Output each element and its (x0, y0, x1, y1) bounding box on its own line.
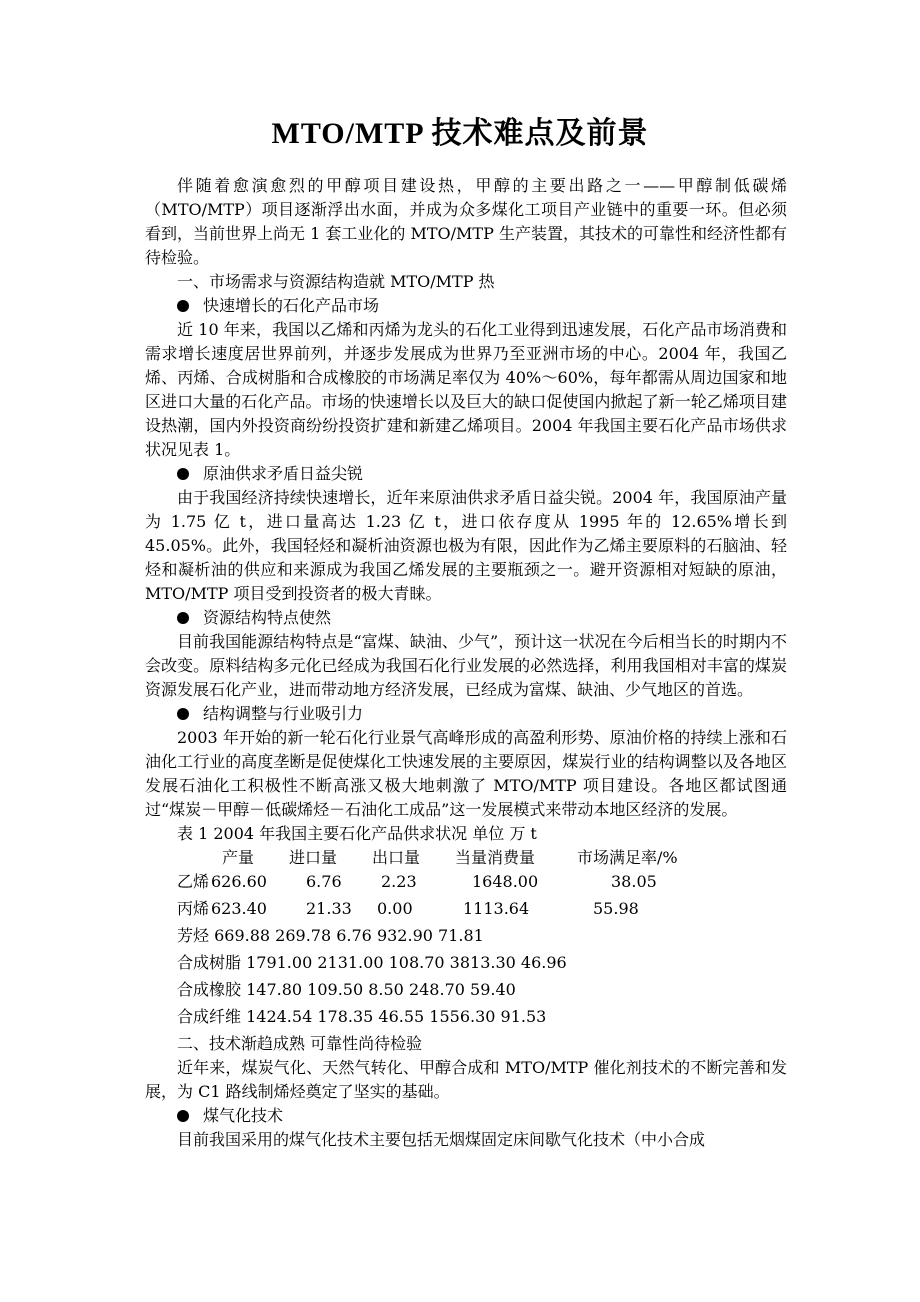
table-row: 合成橡胶 147.80 109.50 8.50 248.70 59.40 (177, 980, 516, 999)
table-cell: 38.05 (611, 872, 657, 891)
bullet-dot-icon (177, 1110, 189, 1122)
table-row (145, 870, 787, 897)
table-cell: 2.23 (381, 872, 417, 891)
section-2-heading: 二、技术渐趋成熟 可靠性尚待检验 (177, 1034, 423, 1053)
table-header-cell: 产量 (222, 848, 255, 867)
table-cell: 丙烯 (177, 899, 210, 918)
paragraph: 近 10 年来，我国以乙烯和丙烯为龙头的石化工业得到迅速发展，石化产品市场消费和需求增长速度居世界前列，并逐步发展成为世界乃至亚洲市场的中心。2004 年，我国乙烯、丙烯、合成树脂和合成橡胶的市场满足率仅为 40%～60%，每年都需从周边国家和地区进口大量的石化产品。市场的快速增长以及巨大的缺口促使国内掀起了新一轮乙烯项目建设热潮，国内外投资商纷纷投资扩建和新建乙烯项目。2004 年我国主要石化产品市场供求状况见表 1。 (145, 320, 787, 459)
table-cell: 1113.64 (463, 899, 530, 918)
table-caption: 表 1 2004 年我国主要石化产品供求状况 单位 万 t (177, 824, 537, 843)
bullet-dot-icon (177, 300, 189, 312)
bullet-dot-icon (177, 468, 189, 480)
table-header-cell: 当量消费量 (455, 848, 536, 867)
table-cell: 21.33 (306, 899, 352, 918)
bullet-heading: 快速增长的石化产品市场 (145, 294, 787, 318)
bullet-heading: 原油供求矛盾日益尖锐 (145, 462, 787, 486)
paragraph: 目前我国采用的煤气化技术主要包括无烟煤固定床间歇气化技术（中小合成 (177, 1130, 706, 1149)
document-title: MTO/MTP 技术难点及前景 (271, 117, 649, 150)
table-cell: 1648.00 (472, 872, 539, 891)
bullet-heading: 煤气化技术 (145, 1104, 787, 1128)
intro-paragraph: 伴随着愈演愈烈的甲醇项目建设热，甲醇的主要出路之一——甲醇制低碳烯（MTO/MTP）项目逐渐浮出水面，并成为众多煤化工项目产业链中的重要一环。但必须看到，当前世界上尚无 1 套工业化的 MTO/MTP 生产装置，其技术的可靠性和经济性都有待检验。 (145, 176, 787, 267)
paragraph: 近年来，煤炭气化、天然气转化、甲醇合成和 MTO/MTP 催化剂技术的不断完善和发展，为 C1 路线制烯烃奠定了坚实的基础。 (145, 1058, 787, 1101)
table-row: 合成树脂 1791.00 2131.00 108.70 3813.30 46.96 (177, 953, 567, 972)
table-cell: 626.60 (211, 872, 267, 891)
document-body (145, 174, 787, 1152)
paragraph: 目前我国能源结构特点是“富煤、缺油、少气”，预计这一状况在今后相当长的时期内不会改变。原料结构多元化已经成为我国石化行业发展的必然选择，利用我国相对丰富的煤炭资源发展石化产业，进而带动地方经济发展，已经成为富煤、缺油、少气地区的首选。 (145, 632, 787, 699)
section-1-heading: 一、市场需求与资源结构造就 MTO/MTP 热 (177, 272, 495, 291)
table-row: 芳烃 669.88 269.78 6.76 932.90 71.81 (177, 926, 484, 945)
bullet-dot-icon (177, 612, 189, 624)
table-header-row (145, 846, 787, 870)
bullet-heading: 资源结构特点使然 (145, 606, 787, 630)
paragraph: 由于我国经济持续快速增长，近年来原油供求矛盾日益尖锐。2004 年，我国原油产量为 1.75 亿 t，进口量高达 1.23 亿 t，进口依存度从 1995 年的 12.65%增长到 45.05%。此外，我国轻烃和凝析油资源也极为有限，因此作为乙烯主要原料的石脑油、轻烃和凝析油的供应和来源成为我国乙烯发展的主要瓶颈之一。避开资源相对短缺的原油，MTO/MTP 项目受到投资者的极大青睐。 (145, 488, 787, 603)
table-cell: 乙烯 (177, 872, 210, 891)
table-row: 合成纤维 1424.54 178.35 46.55 1556.30 91.53 (177, 1007, 547, 1026)
table-row (145, 897, 787, 924)
table-cell: 55.98 (593, 899, 639, 918)
table-cell: 6.76 (306, 872, 342, 891)
paragraph: 2003 年开始的新一轮石化行业景气高峰形成的高盈利形势、原油价格的持续上涨和石油化工行业的高度垄断是促使煤化工快速发展的主要原因，煤炭行业的结构调整以及各地区发展石油化工积极性不断高涨又极大地刺激了 MTO/MTP 项目建设。各地区都试图通过“煤炭－甲醇－低碳烯烃－石油化工成品”这一发展模式来带动本地区经济的发展。 (145, 728, 787, 819)
table-header-cell: 进口量 (289, 848, 338, 867)
table-cell: 0.00 (377, 899, 413, 918)
table-cell: 623.40 (211, 899, 267, 918)
table-header-cell: 市场满足率/% (577, 848, 678, 867)
bullet-dot-icon (177, 708, 189, 720)
bullet-heading: 结构调整与行业吸引力 (145, 702, 787, 726)
table-header-cell: 出口量 (372, 848, 421, 867)
